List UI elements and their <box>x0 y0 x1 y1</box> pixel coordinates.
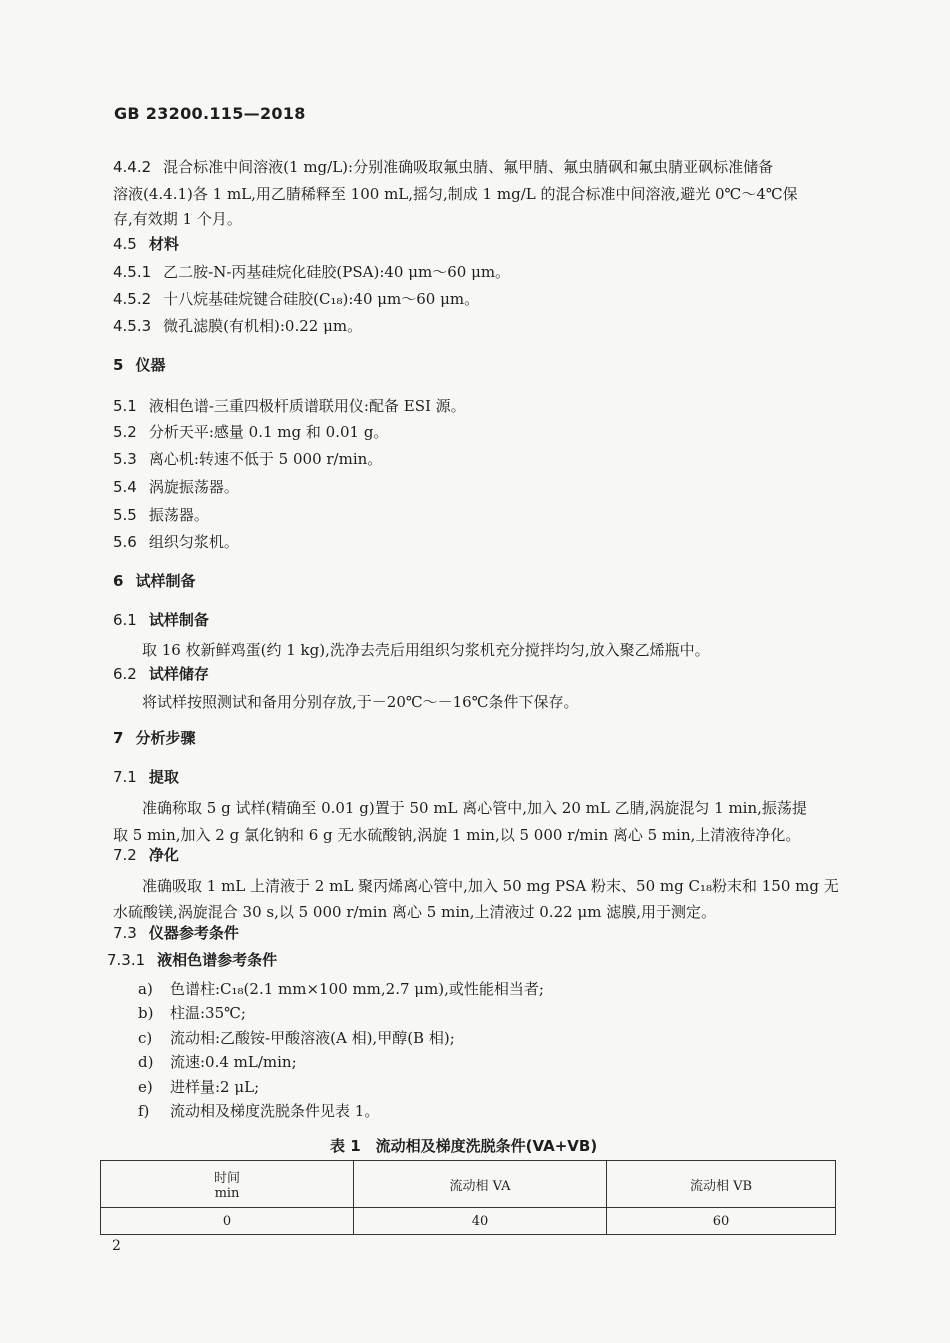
clause-4-5-1 <box>113 262 848 282</box>
list-text: 流动相及梯度洗脱条件见表 1。 <box>170 1102 380 1120</box>
section-7-3-1-heading <box>107 950 842 970</box>
clause-number: 5.6 <box>113 533 137 551</box>
list-label: a) <box>138 980 153 998</box>
list-item-e <box>138 1077 873 1097</box>
clause-6-2-text: 将试样按照测试和备用分别存放,于－20℃～－16℃条件下保存。 <box>142 693 579 711</box>
clause-text: 微孔滤膜(有机相):0.22 μm。 <box>163 317 363 335</box>
section-number: 6.2 <box>113 665 137 683</box>
section-4-5-heading <box>113 234 848 254</box>
clause-4-5-2 <box>113 289 848 309</box>
table-row <box>101 1208 836 1235</box>
page-number: 2 <box>112 1238 121 1254</box>
clause-number: 4.4.2 <box>113 158 152 176</box>
clause-text: 乙二胺-N-丙基硅烷化硅胶(PSA):40 μm～60 μm。 <box>163 263 511 281</box>
section-6-1-heading <box>113 610 848 630</box>
section-7-heading <box>113 728 848 748</box>
clause-text: 离心机:转速不低于 5 000 r/min。 <box>148 450 383 468</box>
list-text: 柱温:35℃; <box>170 1004 246 1022</box>
section-title: 仪器 <box>135 356 166 374</box>
clause-text: 振荡器。 <box>148 506 209 524</box>
list-item-b <box>138 1003 873 1023</box>
section-5-heading <box>113 355 848 375</box>
list-text: 色谱柱:C₁₈(2.1 mm×100 mm,2.7 μm),或性能相当者; <box>170 980 544 998</box>
clause-4-4-2-line-3: 存,有效期 1 个月。 <box>113 210 242 228</box>
list-text: 流速:0.4 mL/min; <box>170 1053 297 1071</box>
section-6-heading <box>113 571 848 591</box>
list-text: 流动相:乙酸铵-甲酸溶液(A 相),甲醇(B 相); <box>170 1029 455 1047</box>
section-number: 7.3.1 <box>107 951 146 969</box>
section-title: 分析步骤 <box>135 729 196 747</box>
section-6-2-heading <box>113 664 848 684</box>
section-number: 6 <box>113 572 124 590</box>
list-item-d <box>138 1052 873 1072</box>
section-number: 5 <box>113 356 124 374</box>
table-header-va: 流动相 VA <box>354 1161 607 1208</box>
clause-5-4 <box>113 477 848 497</box>
section-title: 试样储存 <box>148 665 209 683</box>
clause-number: 5.3 <box>113 450 137 468</box>
gradient-table <box>100 1160 836 1235</box>
section-number: 7 <box>113 729 124 747</box>
clause-number: 4.5.1 <box>113 263 152 281</box>
header-text: 时间 <box>213 1171 240 1186</box>
clause-number: 5.4 <box>113 478 137 496</box>
header-unit: min <box>214 1186 240 1201</box>
document-header: GB 23200.115—2018 <box>114 104 306 123</box>
clause-number: 4.5.2 <box>113 290 152 308</box>
section-title: 材料 <box>148 235 179 253</box>
section-title: 仪器参考条件 <box>148 924 239 942</box>
table-header-row <box>101 1161 836 1208</box>
list-text: 进样量:2 μL; <box>170 1078 260 1096</box>
clause-number: 4.5.3 <box>113 317 152 335</box>
table-cell: 0 <box>101 1208 354 1235</box>
table-header-vb: 流动相 VB <box>607 1161 836 1208</box>
clause-7-1-line-2: 取 5 min,加入 2 g 氯化钠和 6 g 无水硫酸钠,涡旋 1 min,以 5 000 r/min 离心 5 min,上清液待净化。 <box>113 826 801 844</box>
section-title: 提取 <box>148 768 179 786</box>
clause-7-1-line-1: 准确称取 5 g 试样(精确至 0.01 g)置于 50 mL 离心管中,加入 20 mL 乙腈,涡旋混匀 1 min,振荡提 <box>142 799 807 817</box>
clause-5-3 <box>113 449 848 469</box>
clause-5-5 <box>113 505 848 525</box>
section-title: 净化 <box>148 846 179 864</box>
table-header-time <box>101 1161 354 1208</box>
section-number: 7.2 <box>113 846 137 864</box>
clause-text: 分析天平:感量 0.1 mg 和 0.01 g。 <box>148 423 389 441</box>
section-number: 7.1 <box>113 768 137 786</box>
clause-6-1-text: 取 16 枚新鲜鸡蛋(约 1 kg),洗净去壳后用组织匀浆机充分搅拌均匀,放入聚乙烯瓶中。 <box>142 641 710 659</box>
clause-5-2 <box>113 422 848 442</box>
section-title: 试样制备 <box>135 572 196 590</box>
list-item-a <box>138 979 873 999</box>
clause-text: 液相色谱-三重四极杆质谱联用仪:配备 ESI 源。 <box>148 397 466 415</box>
clause-4-4-2-line-2: 溶液(4.4.1)各 1 mL,用乙腈稀释至 100 mL,摇匀,制成 1 mg/L 的混合标准中间溶液,避光 0℃～4℃保 <box>113 185 798 203</box>
table-caption: 表 1 流动相及梯度洗脱条件(VA+VB) <box>330 1137 598 1155</box>
clause-7-2-line-1: 准确吸取 1 mL 上清液于 2 mL 聚丙烯离心管中,加入 50 mg PSA 粉末、50 mg C₁₈粉末和 150 mg 无 <box>142 877 839 895</box>
table-cell: 60 <box>607 1208 836 1235</box>
section-number: 4.5 <box>113 235 137 253</box>
clause-text: 混合标准中间溶液(1 mg/L):分别准确吸取氟虫腈、氟甲腈、氟虫腈砜和氟虫腈亚砜标准储备 <box>163 158 774 176</box>
section-title: 试样制备 <box>148 611 209 629</box>
list-label: d) <box>138 1053 154 1071</box>
clause-5-1 <box>113 396 848 416</box>
clause-5-6 <box>113 532 848 552</box>
clause-4-4-2-line-1 <box>113 157 848 177</box>
clause-text: 十八烷基硅烷键合硅胶(C₁₈):40 μm～60 μm。 <box>163 290 480 308</box>
section-title: 液相色谱参考条件 <box>157 951 278 969</box>
clause-7-2-line-2: 水硫酸镁,涡旋混合 30 s,以 5 000 r/min 离心 5 min,上清液过 0.22 μm 滤膜,用于测定。 <box>113 903 716 921</box>
list-label: f) <box>138 1102 150 1120</box>
clause-number: 5.1 <box>113 397 137 415</box>
clause-text: 组织匀浆机。 <box>148 533 239 551</box>
section-number: 6.1 <box>113 611 137 629</box>
section-7-2-heading <box>113 845 848 865</box>
list-label: b) <box>138 1004 154 1022</box>
list-item-c <box>138 1028 873 1048</box>
list-label: e) <box>138 1078 153 1096</box>
clause-number: 5.2 <box>113 423 137 441</box>
clause-text: 涡旋振荡器。 <box>148 478 239 496</box>
section-7-1-heading <box>113 767 848 787</box>
list-item-f <box>138 1101 873 1121</box>
section-7-3-heading <box>113 923 848 943</box>
table-cell: 40 <box>354 1208 607 1235</box>
list-label: c) <box>138 1029 153 1047</box>
clause-number: 5.5 <box>113 506 137 524</box>
section-number: 7.3 <box>113 924 137 942</box>
clause-4-5-3 <box>113 316 848 336</box>
